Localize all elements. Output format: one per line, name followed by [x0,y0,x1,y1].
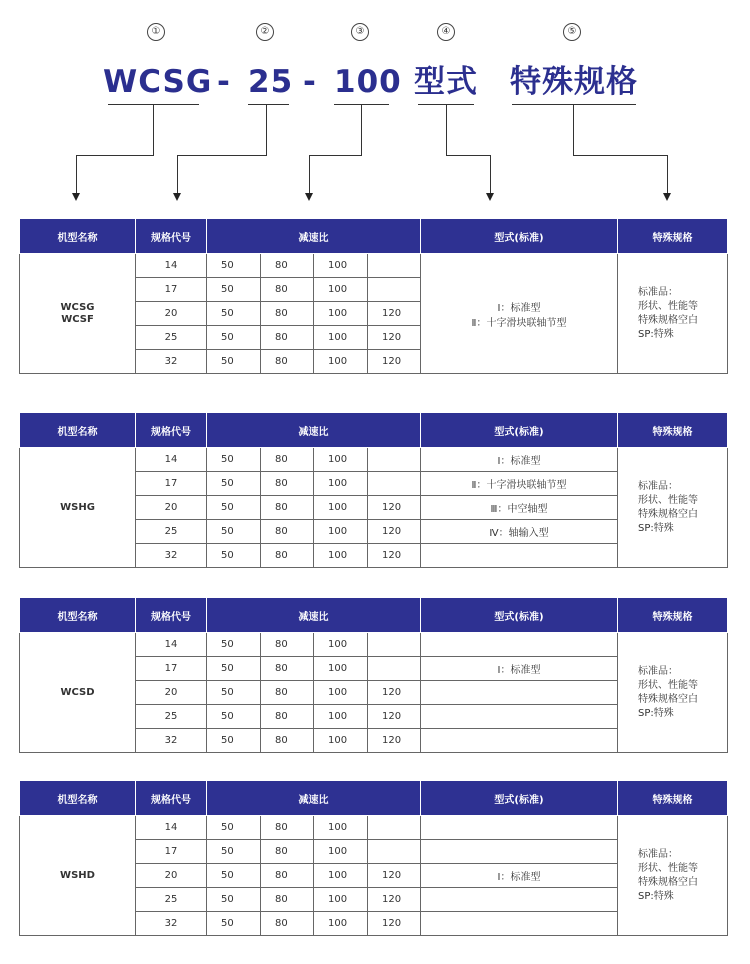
size-cell: 32 [136,350,207,374]
type-cell: Ⅰ：标准型 [421,657,618,681]
ratio-cell: 80 [261,448,314,472]
table-header-row [20,598,728,633]
size-cell: 25 [136,326,207,350]
connector-line [76,155,77,193]
size-cell: 17 [136,278,207,302]
special-spec-cell [618,254,728,374]
ratio-cell [368,448,421,472]
ratio-cell: 100 [314,544,368,568]
ratio-cell: 80 [261,496,314,520]
ratio-cell: 120 [368,681,421,705]
ratio-cell: 80 [261,657,314,681]
size-cell: 25 [136,520,207,544]
ratio-cell: 80 [261,326,314,350]
header-type: 型式(标准) [421,413,618,448]
connector-line [76,155,154,156]
header-model-name: 机型名称 [20,413,136,448]
header-special-spec: 特殊规格 [618,219,728,254]
code-type: 型式 [414,64,478,100]
size-cell: 20 [136,302,207,326]
ratio-cell: 120 [368,302,421,326]
type-label: Ⅰ：标准型 [497,302,541,314]
special-spec-line: SP:特殊 [638,890,674,902]
size-cell: 32 [136,912,207,936]
table-header-row [20,413,728,448]
size-cell: 17 [136,840,207,864]
connector-line [446,155,491,156]
marker-5: ⑤ [563,23,581,41]
ratio-cell [368,840,421,864]
connector-line [177,155,178,193]
ratio-cell [368,816,421,840]
marker-4: ④ [437,23,455,41]
ratio-cell: 120 [368,864,421,888]
connector-line [573,105,574,155]
special-spec-line: SP:特殊 [638,328,674,340]
ratio-cell [368,472,421,496]
type-cell [421,840,618,864]
ratio-cell: 100 [314,888,368,912]
ratio-cell: 80 [261,705,314,729]
ratio-cell: 100 [314,472,368,496]
header-reduction-ratio: 减速比 [207,219,421,254]
ratio-cell: 50 [207,278,261,302]
header-size-code: 规格代号 [136,781,207,816]
header-reduction-ratio: 减速比 [207,781,421,816]
ratio-cell: 80 [261,302,314,326]
spec-table-wcsg [19,218,728,374]
header-size-code: 规格代号 [136,598,207,633]
ratio-cell: 100 [314,326,368,350]
special-spec-line: 形状、性能等 [638,679,698,691]
special-spec-line: 标准品： [638,480,678,492]
connector-line [309,155,362,156]
model-name: WCSG [60,301,95,313]
header-reduction-ratio: 减速比 [207,598,421,633]
ratio-cell [368,633,421,657]
special-spec-line: SP:特殊 [638,707,674,719]
size-cell: 14 [136,816,207,840]
ratio-cell: 80 [261,816,314,840]
ratio-cell: 80 [261,633,314,657]
ratio-cell: 100 [314,681,368,705]
connector-line [153,105,154,155]
size-cell: 32 [136,729,207,753]
ratio-cell: 50 [207,888,261,912]
ratio-cell: 80 [261,254,314,278]
ratio-cell: 50 [207,840,261,864]
ratio-cell: 50 [207,729,261,753]
arrow-down-icon [72,193,80,201]
connector-line [361,105,362,155]
ratio-cell: 120 [368,326,421,350]
size-cell: 17 [136,472,207,496]
type-cell [421,681,618,705]
ratio-cell: 50 [207,350,261,374]
header-special-spec: 特殊规格 [618,781,728,816]
ratio-cell: 120 [368,705,421,729]
header-special-spec: 特殊规格 [618,413,728,448]
model-name-cell: WSHG [20,448,136,568]
code-series: WCSG [103,64,213,100]
ratio-cell: 100 [314,840,368,864]
special-spec-line: 标准品： [638,286,678,298]
ratio-cell: 50 [207,816,261,840]
code-special: 特殊规格 [510,64,638,100]
spec-table-wshd [19,780,728,936]
ratio-cell: 50 [207,448,261,472]
ratio-cell: 50 [207,520,261,544]
header-type: 型式(标准) [421,781,618,816]
ratio-cell: 80 [261,472,314,496]
ratio-cell: 120 [368,888,421,912]
ratio-cell: 50 [207,302,261,326]
ratio-cell: 100 [314,302,368,326]
connector-line [266,105,267,155]
ratio-cell: 80 [261,350,314,374]
ratio-cell: 50 [207,705,261,729]
special-spec-cell [618,633,728,753]
type-cell [421,633,618,657]
ratio-cell: 80 [261,681,314,705]
type-cell: Ⅱ：十字滑块联轴节型 [421,472,618,496]
special-spec-line: 特殊规格空白 [638,876,698,888]
special-spec-line: 特殊规格空白 [638,693,698,705]
ratio-cell [368,657,421,681]
special-spec-line: 形状、性能等 [638,494,698,506]
ratio-cell: 120 [368,350,421,374]
header-model-name: 机型名称 [20,219,136,254]
ratio-cell: 120 [368,496,421,520]
ratio-cell: 100 [314,520,368,544]
ratio-cell: 120 [368,520,421,544]
table-row [20,448,728,472]
ratio-cell: 100 [314,864,368,888]
arrow-down-icon [486,193,494,201]
table-row [20,254,728,278]
type-cell: Ⅰ：标准型 [421,448,618,472]
connector-line [309,155,310,193]
arrow-down-icon [173,193,181,201]
size-cell: 14 [136,448,207,472]
header-reduction-ratio: 减速比 [207,413,421,448]
connector-line [667,155,668,193]
ratio-cell: 100 [314,705,368,729]
type-cell: Ⅳ：轴输入型 [421,520,618,544]
type-cell: Ⅲ：中空轴型 [421,496,618,520]
ratio-cell: 120 [368,544,421,568]
ratio-cell: 80 [261,912,314,936]
ratio-cell: 50 [207,496,261,520]
model-name-cell [20,254,136,374]
type-cell [421,912,618,936]
header-type: 型式(标准) [421,219,618,254]
ratio-cell [368,254,421,278]
type-cell [421,888,618,912]
ratio-cell: 80 [261,544,314,568]
ratio-cell: 50 [207,633,261,657]
ratio-cell: 50 [207,472,261,496]
size-cell: 14 [136,254,207,278]
ratio-cell: 100 [314,912,368,936]
special-spec-line: 特殊规格空白 [638,508,698,520]
header-model-name: 机型名称 [20,781,136,816]
ratio-cell: 80 [261,840,314,864]
special-spec-line: 标准品： [638,848,678,860]
type-cell [421,729,618,753]
size-cell: 20 [136,681,207,705]
type-cell [421,254,618,374]
table-row [20,633,728,657]
ratio-cell: 120 [368,912,421,936]
ratio-cell: 100 [314,816,368,840]
special-spec-cell [618,448,728,568]
ratio-cell: 50 [207,681,261,705]
model-name: WCSF [61,313,94,325]
ratio-cell: 50 [207,254,261,278]
connector-line [490,155,491,193]
ratio-cell: 100 [314,254,368,278]
special-spec-line: 形状、性能等 [638,862,698,874]
connector-line [573,155,668,156]
ratio-cell: 80 [261,729,314,753]
underline-5 [512,104,636,105]
table-header-row [20,781,728,816]
size-cell: 14 [136,633,207,657]
connector-line [446,105,447,155]
marker-2: ② [256,23,274,41]
type-cell: Ⅰ：标准型 [421,864,618,888]
special-spec-line: SP:特殊 [638,522,674,534]
marker-3: ③ [351,23,369,41]
spec-table-wcsd [19,597,728,753]
ratio-cell: 100 [314,496,368,520]
ratio-cell: 50 [207,912,261,936]
code-ratio: 100 [334,64,402,100]
ratio-cell: 80 [261,888,314,912]
type-cell [421,544,618,568]
ratio-cell: 100 [314,350,368,374]
header-size-code: 规格代号 [136,219,207,254]
table-header-row [20,219,728,254]
ratio-cell: 50 [207,657,261,681]
ratio-cell: 100 [314,657,368,681]
ratio-cell: 120 [368,729,421,753]
ratio-cell: 100 [314,729,368,753]
size-cell: 25 [136,705,207,729]
marker-1: ① [147,23,165,41]
special-spec-line: 标准品： [638,665,678,677]
ratio-cell: 50 [207,326,261,350]
size-cell: 20 [136,496,207,520]
ratio-cell [368,278,421,302]
code-dash-2: - [303,64,317,100]
special-spec-line: 特殊规格空白 [638,314,698,326]
spec-table-wshg [19,412,728,568]
type-label: Ⅱ：十字滑块联轴节型 [471,317,567,329]
arrow-down-icon [663,193,671,201]
ratio-cell: 50 [207,544,261,568]
ratio-cell: 100 [314,278,368,302]
code-dash-1: - [217,64,231,100]
type-cell [421,816,618,840]
ratio-cell: 80 [261,864,314,888]
ratio-cell: 100 [314,448,368,472]
underline-2 [248,104,289,105]
arrow-down-icon [305,193,313,201]
type-cell [421,705,618,729]
model-name-cell: WCSD [20,633,136,753]
ratio-cell: 50 [207,864,261,888]
header-special-spec: 特殊规格 [618,598,728,633]
model-name-cell: WSHD [20,816,136,936]
size-cell: 25 [136,888,207,912]
size-cell: 32 [136,544,207,568]
table-row [20,816,728,840]
ratio-cell: 100 [314,633,368,657]
ratio-cell: 80 [261,278,314,302]
header-type: 型式(标准) [421,598,618,633]
code-size: 25 [248,64,294,100]
header-size-code: 规格代号 [136,413,207,448]
size-cell: 17 [136,657,207,681]
connector-line [177,155,267,156]
special-spec-line: 形状、性能等 [638,300,698,312]
special-spec-cell [618,816,728,936]
header-model-name: 机型名称 [20,598,136,633]
size-cell: 20 [136,864,207,888]
ratio-cell: 80 [261,520,314,544]
